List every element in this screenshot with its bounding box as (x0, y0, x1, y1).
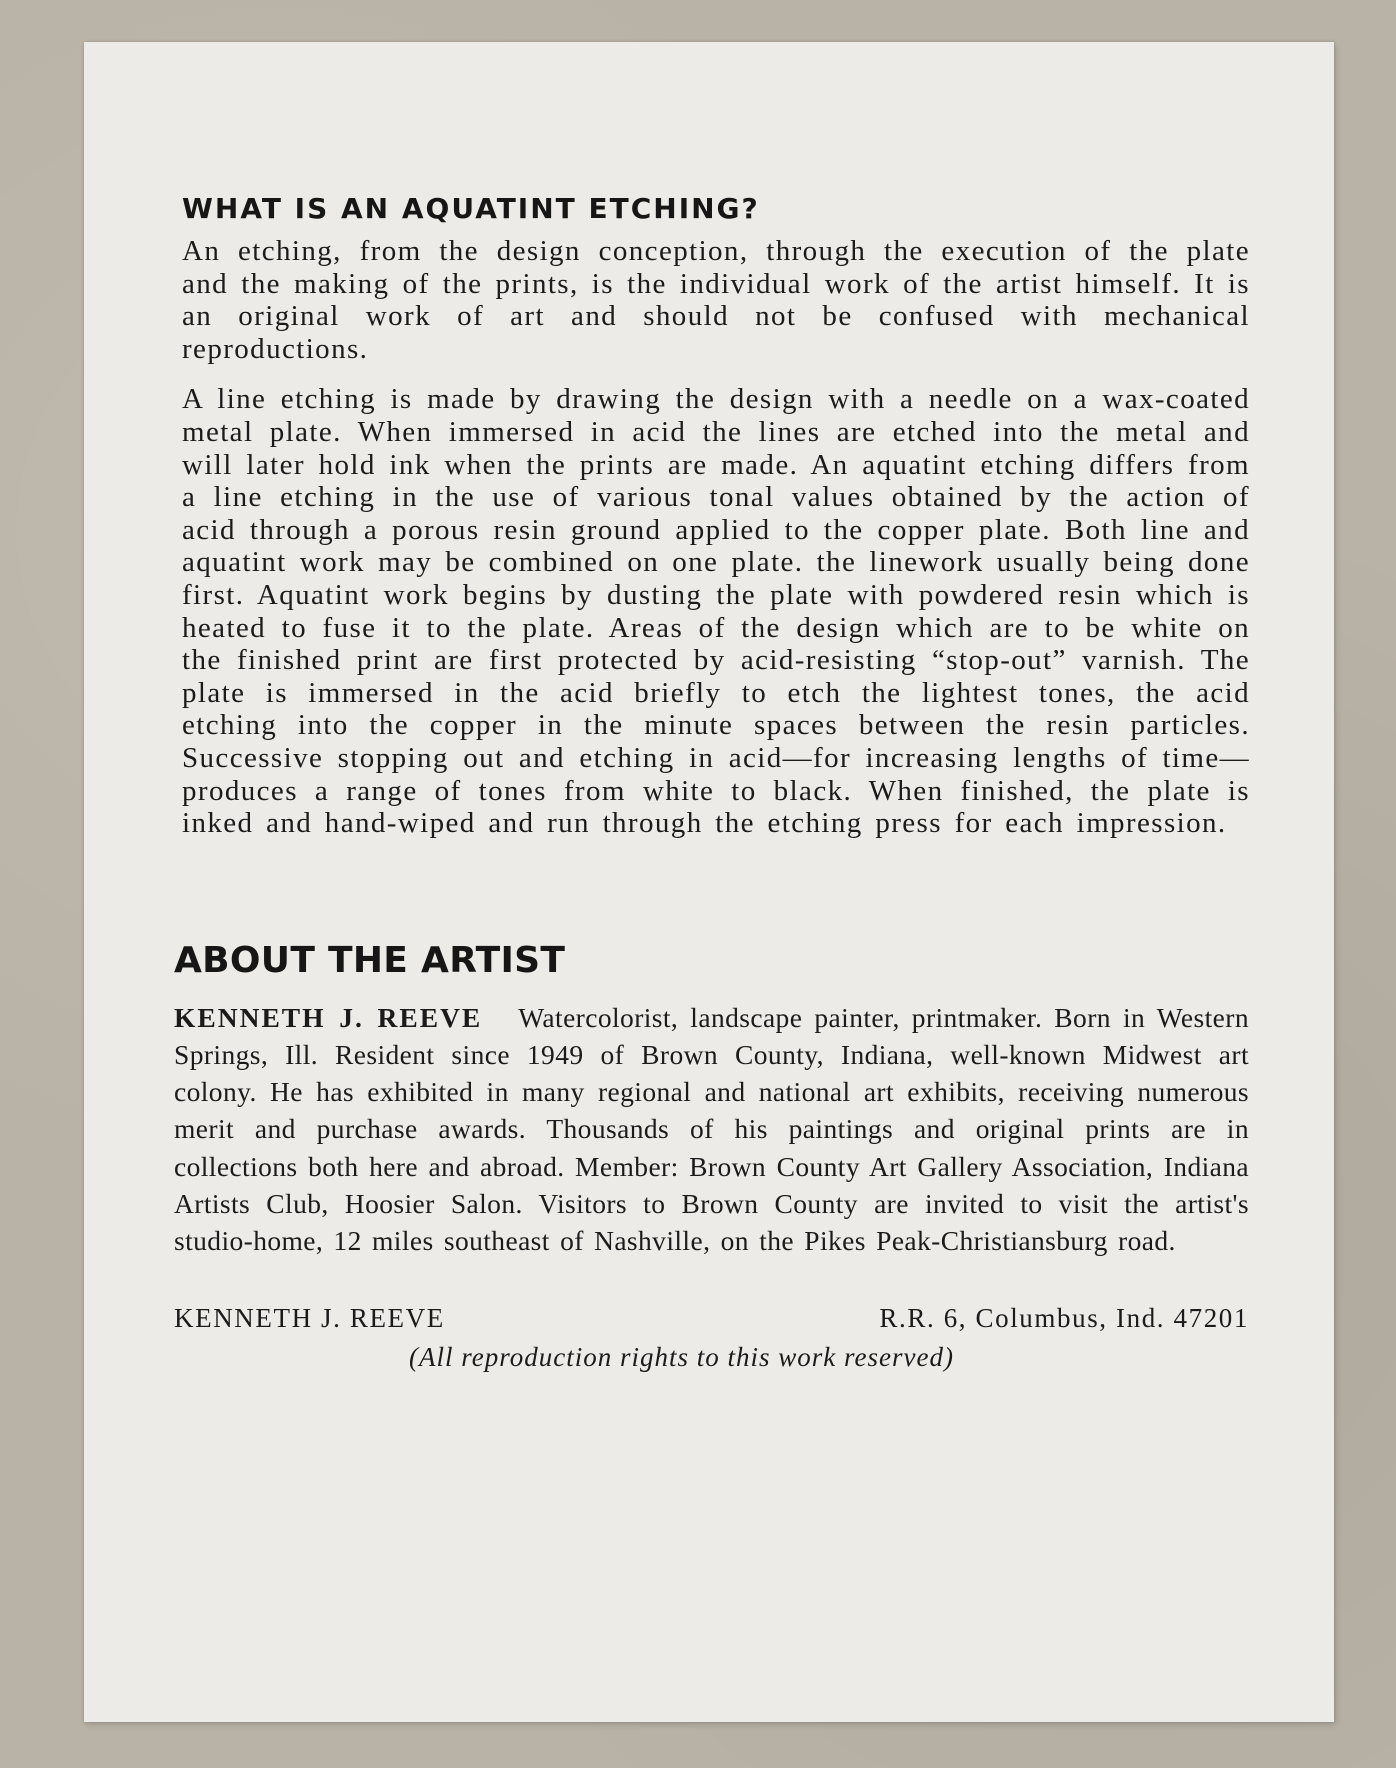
about-paragraph (174, 999, 1249, 1259)
artist-address: R.R. 6, Columbus, Ind. 47201 (879, 1303, 1249, 1334)
aquatint-paragraph-1: An etching, from the design conception, through the execution of the plate and the making of the prints, is the individual work of the artist himself. It is an original work of art and should not be confused with mechanical reproductions. (182, 235, 1250, 365)
aquatint-paragraph-2: A line etching is made by drawing the design with a needle on a wax-coated metal plate. When immersed in acid the lines are etched into the metal and will later hold ink when the prints are made. An aquatint etching differs from a line etching in the use of various tonal values obtained by the action of acid through a porous resin ground applied to the copper plate. Both line and aquatint work may be combined on one plate. the linework usually being done first. Aquatint work begins by dusting the plate with powdered resin which is heated to fuse it to the plate. Areas of the design which are to be white on the finished print are first protected by acid-resisting “stop-out” varnish. The plate is immersed in the acid briefly to etch the lightest tones, the acid etching into the copper in the minute spaces between the resin particles. Successive stopping out and etching in acid—for increasing lengths of time—produces a range of tones from white to black. When finished, the plate is inked and hand-wiped and run through the etching press for each impression. (182, 383, 1250, 840)
info-card (84, 42, 1334, 1722)
aquatint-heading: WHAT IS AN AQUATINT ETCHING? (182, 192, 760, 225)
artist-name: KENNETH J. REEVE (174, 1001, 483, 1033)
rights-notice: (All reproduction rights to this work reserved) (409, 1342, 954, 1373)
about-heading: ABOUT THE ARTIST (174, 939, 566, 981)
artist-bio: Watercolorist, landscape painter, printmaker. Born in Western Springs, Ill. Resident since 1949 of Brown County, Indiana, well-known Midwest art colony. He has exhibited in many regional and national art exhibits, receiving numerous merit and purchase awards. Thousands of his paintings and original prints are in collections both here and abroad. Member: Brown County Art Gallery Association, Indiana Artists Club, Hoosier Salon. Visitors to Brown County are invited to visit the artist's studio-home, 12 miles southeast of Nashville, on the Pikes Peak-Christiansburg road. (174, 1001, 1249, 1256)
card-content (174, 192, 1249, 1373)
signature-row (174, 1303, 1249, 1334)
signature-name: KENNETH J. REEVE (174, 1303, 445, 1334)
